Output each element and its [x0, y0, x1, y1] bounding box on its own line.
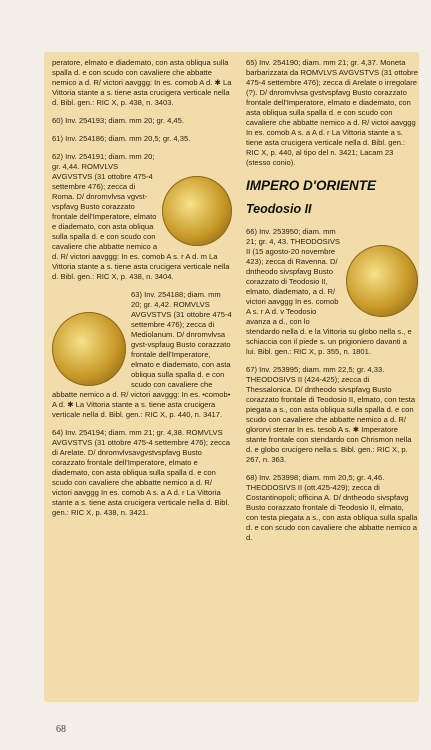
- entry-59-continuation: peratore, elmato e diademato, con asta obliqua sulla spalla d. e con scudo con cavaliere che abbatte nemico a d. R/ victori aavggg: In es. comob A d. ✱ La Vittoria stante a s. tiene asta crucigera verticale nella d. Bibl. gen.: RIC X, p. 438, n. 3403.: [52, 58, 232, 107]
- coin-image-62: [162, 176, 232, 246]
- entry-62-block: [52, 152, 232, 282]
- entry-65: 65) Inv. 254190; diam. mm 21; gr. 4,37. Moneta barbarizzata da ROMVLVS AVGVSTVS (31 ottobre 475-4 settembre 476); zecca di Arelate o irregolare (?). D/ dnromvlvsa gvstvspfavg Busto corazzato frontale dell'Imperatore, elmato e diademato, con asta obliqua sulla spalla d. e con scudo con cavaliere che abbatte nemico a d. R/ victoi aavggg In es. comob A s. a A d. r La Vittoria stante a s. tiene asta crucigera verticale nella d. Bibl. gen.: RIC X, p. 440, al tipo del n. 3421; Lacam 23 (stesso conio).: [246, 58, 418, 167]
- coin-image-66: [346, 245, 418, 317]
- entry-66: 66) Inv. 253950; diam. mm 21; gr. 4, 43. THEODOSIVS II (15 agosto-20 novembre 423); zecca di Ravenna. D/ dntheodo sivspfavg Busto corazzato di Teodosio II, elmato, diademato, a d. R/ victori aavggg In es. comob A s. r A d. v Teodosio avanza a d., con lo stendardo nella d. e la Vittoria su globo nella s., e schiaccia con il piede s. un prigioniero davanti a lui. Bibl. gen.: RIC X, p. 355, n. 1801.: [246, 227, 412, 356]
- entry-62: 62) Inv. 254191; diam. mm 20; gr. 4,44. ROMVLVS AVGVSTVS (31 ottobre 475-4 settembre 476); zecca di Roma. D/ dnromvlvsa vgvst-vspfavg Busto corazzato frontale dell'Imperatore, elmato e diademato, con asta obliqua sulla spalla d. e con scudo con cavaliere che abbatte nemico a d. R/ victori aavggg: In es. comob A s. r A d. m La Vittoria stante a s. tiene asta crucigera verticale nella d. Bibl. gen.: RIC X, p. 438, n. 3404.: [52, 152, 230, 281]
- entry-61: 61) Inv. 254186; diam. mm 20,5; gr. 4,35.: [52, 134, 191, 143]
- left-column: [52, 58, 232, 526]
- entry-68: 68) Inv. 253998; diam. mm 20,5; gr. 4,46. THEODOSIVS II (ott.425-429); zecca di Costantinopoli; officina A. D/ dntheodo sivspfavg Busto corazzato frontale di Teodosio II, elmato, con testa piegata a s., con asta obliqua sulla spalla d. e con scudo con cavaliere che abbatte nemico a d.: [246, 473, 418, 542]
- entry-63-block: [52, 290, 232, 420]
- right-column: [246, 58, 418, 551]
- entry-66-block: [246, 227, 418, 357]
- entry-60: 60) Inv. 254193; diam. mm 20; gr. 4,45.: [52, 116, 184, 125]
- coin-image-63: [52, 312, 126, 386]
- page-number: 68: [56, 724, 66, 735]
- entry-64: 64) Inv. 254194; diam. mm 21; gr. 4,38. ROMVLVS AVGVSTVS (31 ottobre 475-4 settembre 476); zecca di Arelate. D/ dnromvlvsavgvstvspfavg Busto corazzato frontale dell'Imperatore, elmato e diademato, con asta obliqua sulla spalla d. e con scudo con cavaliere che abbatte nemico a d. R/ victori aavggg In es. comob A s. a A d. r La Vittoria stante a s. tiene asta crucigera verticale nella d. Bibl. gen.: RIC X, p. 438, n. 3421.: [52, 428, 230, 517]
- entry-63: 63) Inv. 254188; diam. mm 20; gr. 4,42. ROMVLVS AVGVSTVS (31 ottobre 475-4 settembre 476); zecca di Mediolanum. D/ dnromvlvsa gvst-vspfaug Busto corazzato frontale dell'Imperatore, elmato e diademato, con asta obliqua sulla spalla d. e con scudo con cavaliere che abbatte nemico a d. R/ victori aavggg: In es. •comob• A d. ✱ La Vittoria stante a s. tiene asta crucigera verticale nella d. Bibl. gen.: RIC X, p. 440, n. 3417.: [52, 290, 232, 419]
- entry-67: 67) Inv. 253995; diam. mm 22,5; gr. 4,33. THEODOSIVS II (424-425); zecca di Thessalonica. D/ dntheodo sivspfavg Busto corazzato frontale di Teodosio II, elmato, con testa piegata a s., con asta obliqua sulla spalla d. e con scudo con cavaliere che abbatte nemico a d. R/ glororvi sterrar In es. tesob A s. ✱ Imperatore stante frontale con stendardo con Chrismon nella d. e globo crucigero nella s. Bibl. gen.: RIC X, p. 267, n. 363.: [246, 365, 416, 464]
- section-header: IMPERO D'ORIENTE: [246, 178, 376, 193]
- section-subheader: Teodosio II: [246, 202, 312, 216]
